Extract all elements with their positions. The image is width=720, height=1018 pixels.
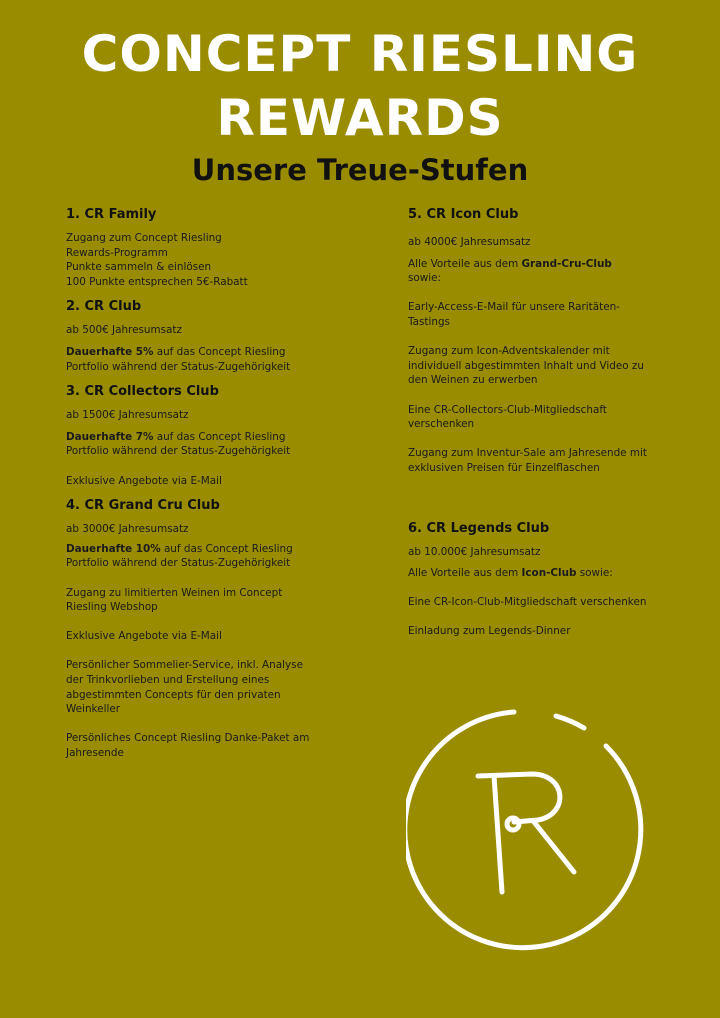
tier-item: Early-Access-E-Mail für unsere Raritäten-Tastings (408, 301, 620, 328)
tier-description: Zugang zum Concept Riesling Rewards-Programm Punkte sammeln & einlösen 100 Punkte entsprechen 5€-Rabatt (66, 232, 248, 288)
tier-title: 2. CR Club (66, 299, 142, 315)
tier-benefit: Dauerhafte 5% auf das Concept Riesling Portfolio während der Status-Zugehörigkeit (66, 345, 291, 373)
tier-title: 4. CR Grand Cru Club (66, 498, 220, 514)
tier-title: 3. CR Collectors Club (66, 384, 219, 400)
tier-cr-family (66, 206, 311, 289)
left-column (66, 206, 311, 761)
tier-item: Persönliches Concept Riesling Danke-Paket am Jahresende (66, 732, 310, 760)
tier-item: Persönlicher Sommelier-Service, inkl. Analyse der Trinkvorlieben und Erstellung eines abgestimmten Concepts für den privaten Weinkeller (66, 659, 303, 716)
page-subtitle: Unsere Treue-Stufen (191, 153, 529, 187)
right-column (408, 206, 648, 639)
tier-item: Exklusive Angebote via E-Mail (66, 630, 222, 643)
tier-benefit: Dauerhafte 7% auf das Concept Riesling Portfolio während der Status-Zugehörigkeit (66, 430, 291, 458)
tier-threshold: ab 500€ Jahresumsatz (66, 324, 182, 337)
tier-title: 1. CR Family (66, 207, 157, 222)
tier-cr-legends-club (408, 520, 648, 640)
tier-intro: Alle Vorteile aus dem Icon-Club sowie: (408, 567, 613, 580)
tier-item: Zugang zu limitierten Weinen im Concept Riesling Webshop (66, 586, 283, 614)
title-line-1: CONCEPT RIESLING (81, 25, 639, 83)
tier-item: Zugang zum Inventur-Sale am Jahresende mit exklusiven Preisen für Einzelflaschen (408, 447, 647, 474)
title-line-2: REWARDS (216, 89, 504, 147)
tier-title: 6. CR Legends Club (408, 520, 550, 536)
tier-threshold: ab 4000€ Jahresumsatz (408, 236, 531, 248)
r-monogram-circle-icon (406, 708, 650, 952)
tier-item: Zugang zum Icon-Adventskalender mit individuell abgestimmten Inhalt und Video zu den Weinen zu erwerben (408, 345, 644, 387)
tier-threshold: ab 3000€ Jahresumsatz (66, 523, 189, 536)
tier-item: Eine CR-Collectors-Club-Mitgliedschaft verschenken (408, 403, 607, 431)
tier-item: Einladung zum Legends-Dinner (408, 625, 571, 638)
tier-title: 5. CR Icon Club (408, 207, 519, 222)
tier-cr-icon-club (408, 206, 648, 476)
tier-threshold: ab 1500€ Jahresumsatz (66, 409, 189, 422)
tier-benefit: Dauerhafte 10% auf das Concept Riesling Portfolio während der Status-Zugehörigkeit (66, 542, 293, 570)
page-title (0, 22, 720, 150)
tier-extra: Exklusive Angebote via E-Mail (66, 474, 222, 487)
tier-intro: Alle Vorteile aus dem Grand-Cru-Club sowie: (408, 257, 612, 285)
tier-item: Eine CR-Icon-Club-Mitgliedschaft verschenken (408, 596, 647, 609)
tier-cr-club (66, 298, 311, 374)
tier-cr-collectors-club (66, 383, 311, 488)
tier-threshold: ab 10.000€ Jahresumsatz (408, 545, 541, 558)
tier-cr-grand-cru-club (66, 497, 311, 761)
